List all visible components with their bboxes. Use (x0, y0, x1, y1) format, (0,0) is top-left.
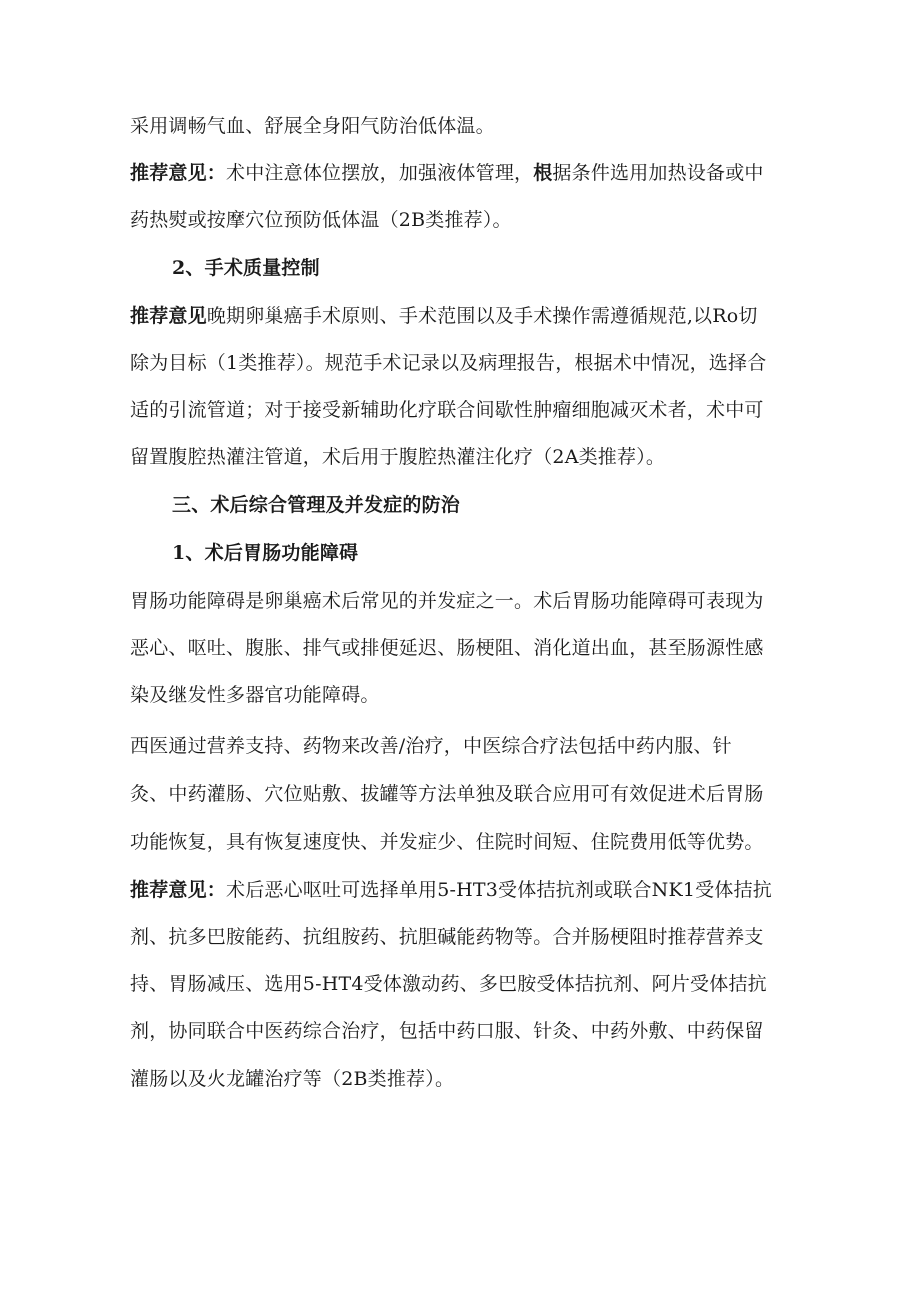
recommendation-line (130, 924, 764, 950)
paragraph-line (130, 113, 495, 139)
recommendation-line (130, 207, 512, 233)
body-text: 晚期卵巢癌手术原则、手术范围以及手术操作需遵循规范,以Ro切 (206, 305, 758, 327)
paragraph-line (130, 781, 764, 807)
bold-text: 根 (533, 162, 553, 184)
section-heading: 三、术后综合管理及并发症的防治 (172, 494, 461, 516)
body-text: 持、胃肠减压、选用5-HT4受体激动药、多巴胺受体拮抗剂、阿片受体拮抗 (130, 973, 767, 995)
recommendation-line (130, 1066, 454, 1092)
recommendation-line (130, 877, 772, 903)
subsection-heading: 1、术后胃肠功能障碍 (172, 542, 359, 564)
body-text: 术中注意体位摆放，加强液体管理， (226, 162, 534, 184)
body-text: 胃肠功能障碍是卵巢癌术后常见的并发症之一。术后胃肠功能障碍可表现为 (130, 590, 764, 612)
body-text: 留置腹腔热灌注管道，术后用于腹腔热灌注化疗（2A类推荐）。 (130, 446, 666, 468)
recommendation-line (130, 350, 766, 376)
body-text: 除为目标（1类推荐）。规范手术记录以及病理报告，根据术中情况，选择合 (130, 352, 767, 374)
body-text: 据条件选用加热设备或中 (552, 162, 764, 184)
recommendation-line (130, 444, 665, 470)
recommendation-line (130, 1018, 764, 1044)
recommendation-label: 推荐意见： (130, 879, 227, 901)
body-text: 染及继发性多器官功能障碍。 (130, 684, 380, 706)
paragraph-line (130, 682, 380, 708)
paragraph-line (130, 733, 732, 759)
body-text: 西医通过营养支持、药物来改善/治疗，中医综合疗法包括中药内服、针 (130, 735, 732, 757)
body-text: 药热熨或按摩穴位预防低体温（2B类推荐）。 (130, 209, 512, 231)
section-heading: 2、手术质量控制 (172, 257, 320, 279)
paragraph-line (130, 829, 764, 855)
body-text: 适的引流管道；对于接受新辅助化疗联合间歇性肿瘤细胞减灭术者，术中可 (130, 399, 764, 421)
recommendation-line (130, 397, 764, 423)
recommendation-line (130, 160, 764, 186)
body-text: 恶心、呕吐、腹胀、排气或排便延迟、肠梗阻、消化道出血，甚至肠源性感 (130, 637, 764, 659)
body-text: 术后恶心呕吐可选择单用5-HT3受体拮抗剂或联合NK1受体拮抗 (226, 879, 772, 901)
body-text: 灸、中药灌肠、穴位贴敷、拔罐等方法单独及联合应用可有效促进术后胃肠 (130, 783, 764, 805)
recommendation-label: 推荐意见： (130, 162, 227, 184)
body-text: 剂，协同联合中医药综合治疗，包括中药口服、针灸、中药外敷、中药保留 (130, 1020, 764, 1042)
recommendation-line (130, 971, 767, 997)
paragraph-line (130, 635, 764, 661)
recommendation-label: 推荐意见 (130, 305, 207, 327)
body-text: 灌肠以及火龙罐治疗等（2B类推荐）。 (130, 1068, 455, 1090)
paragraph-line (130, 588, 764, 614)
recommendation-line (130, 303, 758, 329)
body-text: 采用调畅气血、舒展全身阳气防治低体温。 (130, 115, 495, 137)
body-text: 剂、抗多巴胺能药、抗组胺药、抗胆碱能药物等。合并肠梗阻时推荐营养支 (130, 926, 764, 948)
body-text: 功能恢复，具有恢复速度快、并发症少、住院时间短、住院费用低等优势。 (130, 831, 764, 853)
